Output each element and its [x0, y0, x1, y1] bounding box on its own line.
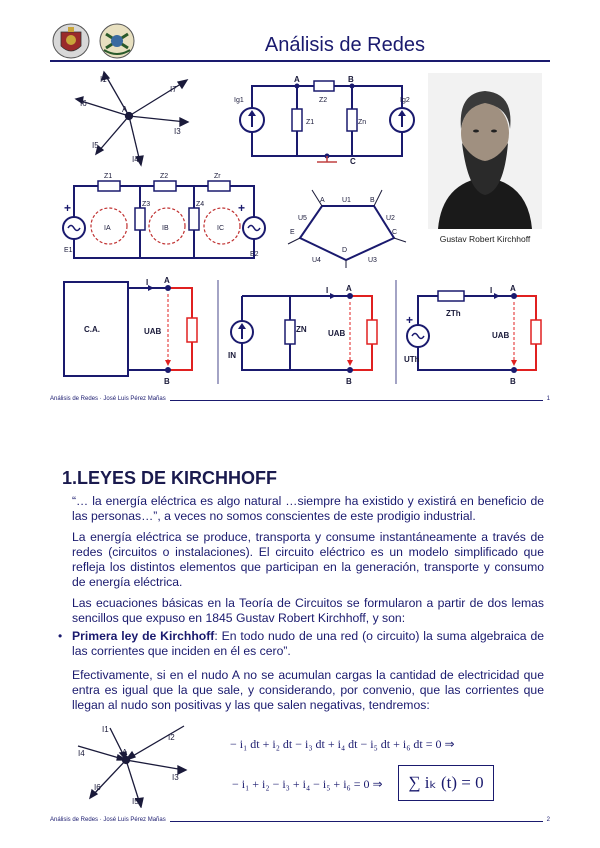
star-label-i5: I5	[92, 141, 99, 150]
slide-2	[0, 424, 600, 848]
header-divider	[50, 60, 550, 62]
norton-in-label: IN	[228, 351, 236, 360]
pentagon-node-diagram	[282, 182, 412, 268]
page-number: 2	[543, 817, 550, 823]
equation-integral: − i₁ dt + i₂ dt − i₃ dt + i₄ dt − i₅ dt + i₆ dt = 0 ⇒	[230, 737, 455, 751]
node-label-i4: I4	[78, 749, 85, 758]
star-label-i3: I3	[174, 127, 181, 136]
node-label-i5: I5	[132, 797, 139, 806]
ca-node-a: A	[164, 276, 170, 285]
kirchhoff-law-box: ∑ iₖ (t) = 0	[398, 765, 494, 801]
first-law-title: Primera ley de Kirchhoff	[72, 629, 215, 643]
page-number: 1	[543, 396, 550, 402]
norton-node-a: A	[346, 284, 352, 293]
circuit-label-z2: Z2	[319, 97, 328, 104]
thevenin-zth-label: ZTh	[446, 309, 461, 318]
circuit-node-a: A	[294, 75, 300, 84]
pentagon-label-u3: U3	[368, 257, 377, 264]
circuit-label-ig1: Ig1	[234, 97, 244, 104]
star-label-i1: I1	[100, 75, 107, 84]
pentagon-label-a: A	[320, 197, 325, 204]
mesh-circuit	[62, 170, 268, 266]
svg-text:+: +	[238, 201, 246, 215]
school-crest-icon	[96, 22, 138, 60]
equivalent-circuits	[56, 276, 546, 388]
pentagon-label-d: D	[342, 247, 348, 254]
section-title: 1.LEYES DE KIRCHHOFF	[62, 468, 278, 488]
kirchhoff-portrait-image	[428, 73, 542, 229]
current-source-circuit	[232, 74, 418, 166]
ca-block-label: C.A.	[84, 325, 100, 334]
circuit-node-c: C	[350, 157, 356, 166]
svg-text:+: +	[406, 313, 414, 327]
mesh-label-zr: Zr	[214, 173, 221, 180]
intro-paragraph: La energía eléctrica se produce, transporta y consume instantáneamente a través de redes (circuitos o instalaciones). El circuito eléctrico es un modelo simplificado que refleja los distintos elementos que participan en la generación, transporte y consumo de energía eléctrica.	[72, 530, 544, 589]
star-label-a: A	[122, 105, 128, 114]
mesh-label-ib: IB	[162, 225, 169, 232]
pentagon-label-u5: U5	[298, 215, 307, 222]
node-star-diagram	[74, 70, 194, 170]
footer-1	[50, 396, 550, 424]
mesh-label-ia: IA	[104, 225, 111, 232]
mesh-label-e1: E1	[64, 247, 73, 254]
norton-node-b: B	[346, 377, 352, 386]
mesh-label-e2: E2	[250, 251, 259, 258]
node-a-diagram	[74, 722, 190, 808]
ca-voltage-label: UAB	[144, 327, 162, 336]
thevenin-uth-label: UTh	[404, 355, 420, 364]
circuit-node-b: B	[348, 75, 354, 84]
pentagon-label-c: C	[392, 229, 398, 236]
thevenin-current-label: I	[490, 286, 493, 295]
star-label-i4: I4	[132, 155, 139, 164]
bullet-dot: •	[58, 629, 63, 643]
circuit-label-ig2: Ig2	[400, 97, 410, 104]
ca-node-b: B	[164, 377, 170, 386]
pentagon-label-e: E	[290, 229, 295, 236]
thevenin-node-b: B	[510, 377, 516, 386]
ca-current-label: I	[146, 278, 149, 287]
equation-sum: − i₁ + i₂ − i₃ + i₄ − i₅ + i₆ = 0 ⇒	[232, 777, 383, 791]
pentagon-label-u4: U4	[312, 257, 321, 264]
node-label-i1: I1	[102, 725, 109, 734]
equations-paragraph: Las ecuaciones básicas en la Teoría de Circuitos se formularon a partir de dos lemas sencillos que expuso en 1845 Gustav Robert Kirchhoff, y son:	[72, 596, 544, 625]
mesh-label-z1: Z1	[104, 173, 113, 180]
quote-paragraph: “… la energía eléctrica es algo natural …siempre ha existido y existirá en beneficio de las personas…”, a veces no somos conscientes de este prodigio industrial.	[72, 494, 544, 523]
footer-text: Análisis de Redes · José Luis Pérez Mañas	[50, 817, 170, 823]
pentagon-label-u1: U1	[342, 197, 351, 204]
circuit-label-zn: Zn	[358, 119, 367, 126]
node-label-a: A	[122, 748, 128, 757]
node-label-i2: I2	[168, 733, 175, 742]
norton-current-label: I	[326, 286, 329, 295]
first-law-text: : En todo nudo de una red (o circuito) la suma algebraica de las corrientes que inciden en él es cero”.	[72, 629, 544, 658]
university-crest-icon	[50, 22, 92, 60]
star-label-i7: I7	[170, 85, 177, 94]
thevenin-voltage-label: UAB	[492, 331, 510, 340]
mesh-label-ic: IC	[217, 225, 224, 232]
pentagon-label-b: B	[370, 197, 375, 204]
node-label-i6: I6	[94, 783, 101, 792]
svg-text:+: +	[64, 201, 72, 215]
footer-text: Análisis de Redes · José Luis Pérez Mañas	[50, 396, 170, 402]
explanation-paragraph: Efectivamente, si en el nudo A no se acumulan cargas la cantidad de electricidad que entra es igual que la que sale, y considerando, por convenio, que las corrientes que llegan al nudo son positivas y las que salen negativas, tendremos:	[72, 668, 544, 712]
node-label-i3: I3	[172, 773, 179, 782]
first-law-paragraph	[72, 629, 544, 659]
portrait-caption: Gustav Robert Kirchhoff	[439, 234, 531, 244]
circuit-label-z1: Z1	[306, 119, 315, 126]
pentagon-label-u2: U2	[386, 215, 395, 222]
mesh-label-z4: Z4	[196, 201, 205, 208]
norton-voltage-label: UAB	[328, 329, 346, 338]
mesh-label-z3: Z3	[142, 201, 151, 208]
star-label-i6: I6	[80, 99, 87, 108]
header-title: Análisis de Redes	[264, 34, 425, 56]
footer-2	[50, 817, 550, 848]
mesh-label-z2: Z2	[160, 173, 169, 180]
norton-zn-label: ZN	[296, 325, 307, 334]
thevenin-node-a: A	[510, 284, 516, 293]
